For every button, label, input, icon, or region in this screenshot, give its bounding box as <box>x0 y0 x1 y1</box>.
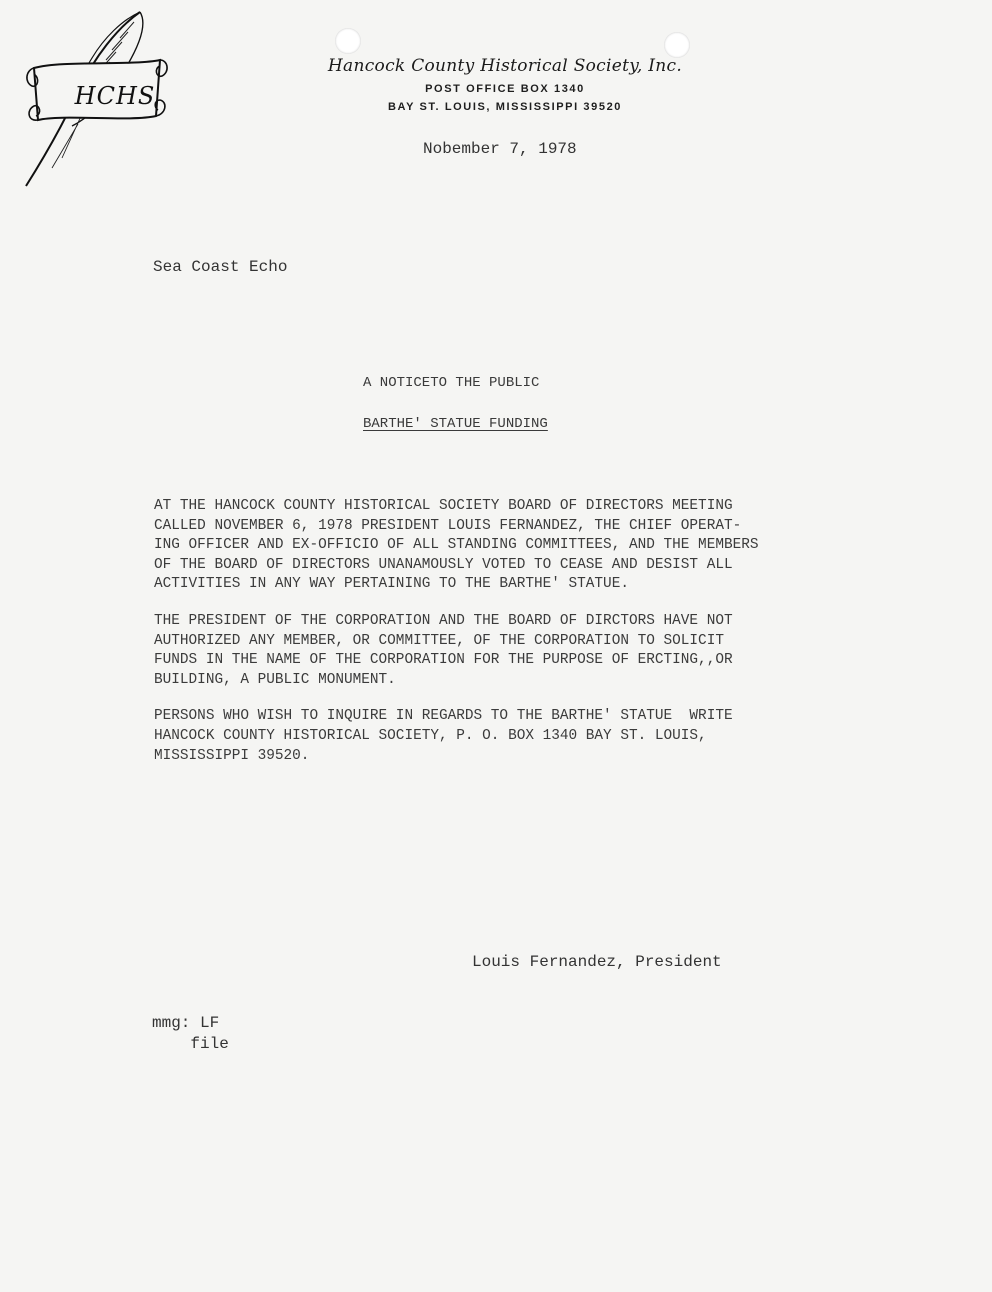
letter-date: Nobember 7, 1978 <box>423 140 577 158</box>
quill-logo <box>22 8 172 190</box>
addressee: Sea Coast Echo <box>153 258 288 276</box>
reference-initials: mmg: LF file <box>152 1014 229 1053</box>
letter-body <box>154 497 874 783</box>
signature-line: Louis Fernandez, President <box>472 953 722 971</box>
punch-hole-right <box>664 32 690 58</box>
address-po-box: POST OFFICE BOX 1340 <box>425 83 585 95</box>
punch-hole-left <box>335 28 361 54</box>
body-paragraph-1: AT THE HANCOCK COUNTY HISTORICAL SOCIETY BOARD OF DIRECTORS MEETING CALLED NOVEMBER 6, 1978 PRESIDENT LOUIS FERNANDEZ, THE CHIEF OPERAT- ING OFFICER AND EX-OFFICIO OF ALL STANDING COMMITTEES, AND THE MEMBERS OF THE BOARD OF DIRECTORS UNANAMOUSLY VOTED TO CEASE AND DESIST ALL ACTIVITIES IN ANY WAY PERTAINING TO THE BARTHE' STATUE. <box>154 498 759 593</box>
address-city: BAY ST. LOUIS, MISSISSIPPI 39520 <box>388 101 622 113</box>
letterhead <box>300 56 710 113</box>
logo-monogram: HCHS <box>74 82 156 110</box>
notice-title: A NOTICETO THE PUBLIC <box>363 375 540 391</box>
body-paragraph-3: PERSONS WHO WISH TO INQUIRE IN REGARDS TO THE BARTHE' STATUE WRITE HANCOCK COUNTY HISTORICAL SOCIETY, P. O. BOX 1340 BAY ST. LOUIS, MISSISSIPPI 39520. <box>154 708 733 764</box>
organization-name: Hancock County Historical Society, Inc. <box>327 56 683 76</box>
body-paragraph-2: THE PRESIDENT OF THE CORPORATION AND THE BOARD OF DIRCTORS HAVE NOT AUTHORIZED ANY MEMBER, OR COMMITTEE, OF THE CORPORATION TO SOLICIT FUNDS IN THE NAME OF THE CORPORATION FOR THE PURPOSE OF ERCTING,,OR BUILDING, A PUBLIC MONUMENT. <box>154 612 733 688</box>
notice-subtitle: BARTHE' STATUE FUNDING <box>363 416 548 432</box>
